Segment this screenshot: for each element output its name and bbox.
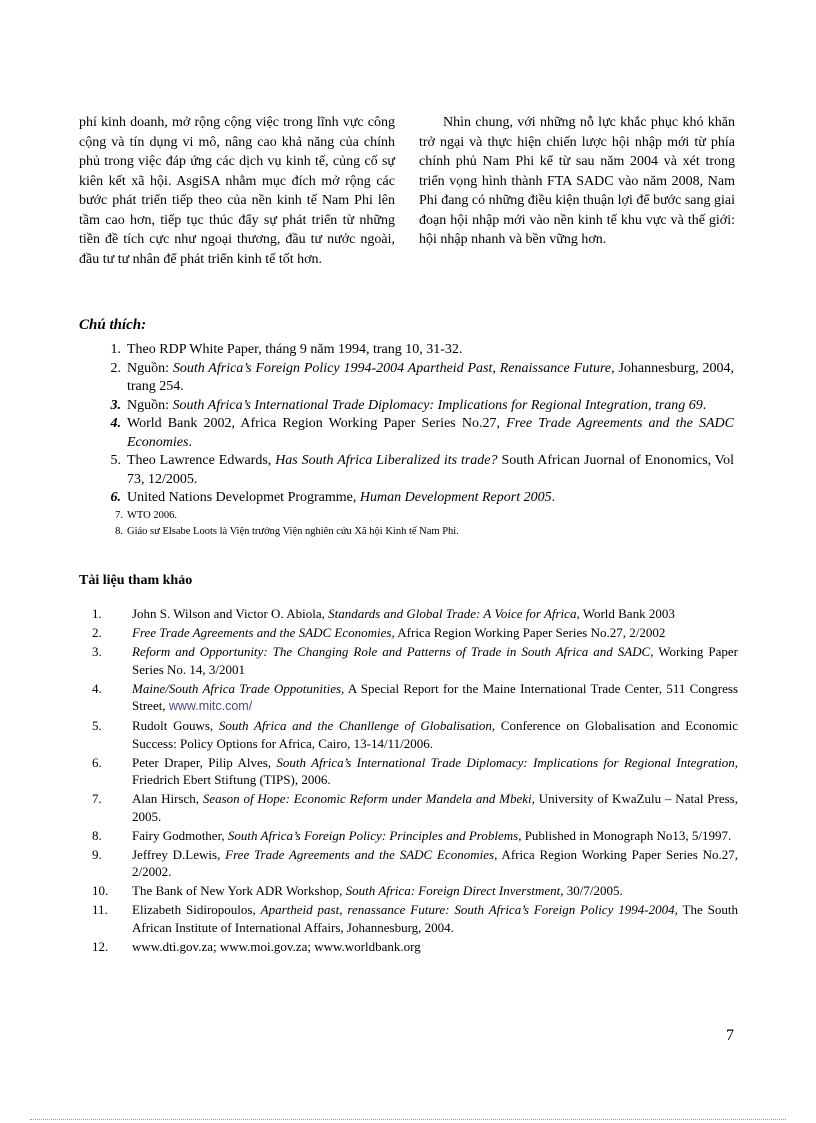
reference-link[interactable]: www.mitc.com/ [168, 699, 253, 713]
reference-text: Africa Region Working Paper Series No.27, 2/2002 [394, 625, 666, 640]
note-text: Nguồn: [127, 397, 173, 413]
note-text: . [551, 490, 556, 505]
reference-italic-title: South Africa and the Chanllenge of Globalisation, [218, 718, 496, 733]
note-italic-title: South Africa’s Foreign Policy 1994-2004 Apartheid Past, Renaissance Future, [172, 360, 615, 376]
reference-text: Published in Monograph No13, 5/1997. [521, 827, 732, 843]
note-italic-title: Free Trade Agreements and the SADC Economies [127, 416, 734, 450]
notes-list [79, 341, 734, 540]
reference-text: Jeffrey D.Lewis, [132, 846, 226, 862]
reference-text: Rudolt Gouws, [132, 718, 219, 733]
reference-text: Working Paper Series No. 14, 3/2001 [132, 644, 738, 677]
reference-number: 4. [92, 680, 102, 696]
reference-text: World Bank 2003 [579, 606, 675, 621]
reference-italic-title: South Africa’s International Trade Diplomacy: Implications for Regional Integration, [276, 754, 738, 770]
reference-item [79, 643, 738, 678]
reference-number: 2. [92, 625, 102, 640]
reference-italic-title: Free Trade Agreements and the SADC Economies, [132, 625, 395, 640]
note-italic-title: Has South Africa Liberalized its trade? [275, 453, 498, 468]
reference-item [79, 827, 738, 845]
note-number: 6. [110, 490, 121, 505]
note-italic-title: Human Development Report 2005 [359, 490, 552, 505]
note-text: World Bank 2002, Africa Region Working Paper Series No.27, [127, 416, 507, 431]
reference-item [79, 624, 738, 642]
note-text: Nguồn: [127, 360, 173, 376]
page-bottom-divider [30, 1119, 786, 1120]
note-text: . [702, 397, 707, 413]
note-text: Theo RDP White Paper, tháng 9 năm 1994, trang 10, 31-32. [127, 342, 463, 357]
reference-item [79, 938, 738, 956]
reference-italic-title: South Africa: Foreign Direct Inverstment, [345, 883, 564, 898]
body-right-column: Nhìn chung, với những nỗ lực khắc phục khó khăn trở ngại và thực hiện chiến lược hội nhập mới từ phía chính phủ Nam Phi kể từ sau năm 2004 và xét trong triển vọng hình thành FTA SADC vào năm 2008, Nam Phi đang có những điều kiện thuận lợi để bước sang giai đoạn hội nhập mới vào nền kinh tế khu vực và thế giới: hội nhập nhanh và bền vững hơn. [419, 115, 735, 247]
note-number: 7. [115, 509, 123, 521]
note-number: 5. [110, 453, 121, 468]
reference-text: 30/7/2005. [563, 883, 623, 898]
reference-text: Africa Region Working Paper Series No.27, 2/2002. [132, 846, 738, 879]
reference-italic-title: Season of Hope: Economic Reform under Mandela and Mbeki, [202, 791, 535, 806]
note-number: 4. [110, 416, 121, 431]
reference-text: A Special Report for the Maine International Trade Center, 511 Congress Street, [132, 680, 738, 713]
reference-number: 9. [92, 846, 102, 862]
note-text: Theo Lawrence Edwards, [127, 453, 276, 468]
note-text: . [188, 434, 192, 450]
reference-item [79, 717, 738, 752]
note-item [79, 360, 734, 397]
note-item [79, 524, 734, 540]
reference-text: Conference on Globalisation and Economic Success: Policy Options for Africa, Cairo, 13-14/11/2006. [132, 718, 738, 751]
reference-italic-title: South Africa’s Foreign Policy: Principles and Problems, [227, 827, 522, 843]
note-italic-title: South Africa’s International Trade Diplomacy: Implications for Regional Integration, trang 69 [172, 397, 703, 413]
reference-text: Alan Hirsch, [132, 791, 203, 806]
note-text: WTO 2006. [127, 509, 177, 521]
references-list [79, 605, 738, 957]
note-item [79, 415, 734, 452]
reference-italic-title: Reform and Opportunity: The Changing Role and Patterns of Trade in South Africa and SADC, [132, 644, 654, 659]
reference-text: Peter Draper, Pilip Alves, [132, 754, 277, 770]
note-number: 3. [110, 397, 121, 413]
reference-number: 7. [92, 791, 102, 806]
reference-number: 5. [92, 718, 102, 733]
reference-text: The Bank of New York ADR Workshop, [132, 883, 346, 898]
reference-text: www.dti.gov.za; www.moi.gov.za; www.worldbank.org [132, 938, 421, 954]
reference-italic-title: Free Trade Agreements and the SADC Economies, [225, 846, 498, 862]
reference-number: 11. [92, 902, 108, 917]
reference-text: Fairy Godmother, [132, 827, 228, 843]
reference-number: 1. [92, 606, 102, 621]
reference-number: 6. [92, 754, 102, 770]
note-item [79, 452, 734, 489]
reference-item [79, 790, 738, 825]
reference-number: 3. [92, 644, 102, 659]
reference-text: The South African Institute of International Affairs, Johannesburg, 2004. [132, 902, 738, 935]
reference-number: 10. [92, 883, 109, 898]
reference-text: University of KwaZulu – Natal Press, 2005. [132, 791, 738, 824]
reference-item [79, 882, 738, 900]
notes-heading: Chú thích: [79, 317, 147, 333]
note-item [79, 508, 734, 524]
note-text: Johannesburg, 2004, trang 254. [127, 360, 735, 394]
reference-text: John S. Wilson and Victor O. Abiola, [132, 606, 329, 621]
note-item [79, 341, 734, 360]
reference-item [79, 846, 738, 881]
reference-item [79, 680, 738, 716]
note-text: United Nations Developmet Programme, [127, 490, 360, 505]
reference-italic-title: Maine/South Africa Trade Oppotunities, [132, 680, 345, 696]
reference-item [79, 901, 738, 936]
reference-text: Elizabeth Sidiropoulos, [132, 902, 261, 917]
reference-text: Friedrich Ebert Stiftung (TIPS), 2006. [132, 772, 331, 787]
references-heading: Tài liệu tham khảo [79, 573, 193, 588]
note-text: South African Juornal of Enonomics, Vol 73, 12/2005. [127, 453, 735, 487]
reference-italic-title: Apartheid past, renassance Future: South Africa’s Foreign Policy 1994-2004, [260, 902, 678, 917]
reference-number: 12. [92, 938, 109, 954]
body-left-column: phí kinh doanh, mở rộng cộng việc trong lĩnh vực công cộng và tín dụng vi mô, nâng cao khả năng của chính phủ trong việc đáp ứng các dịch vụ kinh tế, củng cố sự kiên kết xã hội. AsgiSA nhằm mục đích mở rộng các bước phát triển tiếp theo của nền kinh tế Nam Phi lên tầm cao hơn, tiếp tục thúc đẩy sự phát triển từ những tiền đề tích cực như ngoại thương, đầu tư nước ngoài, đầu tư tư nhân để phát triển kinh tế tốt hơn. [79, 115, 395, 267]
note-number: 2. [110, 360, 121, 376]
reference-number: 8. [92, 827, 102, 843]
reference-italic-title: Standards and Global Trade: A Voice for Africa, [328, 606, 580, 621]
page-number: 7 [726, 1027, 734, 1044]
reference-item [79, 605, 738, 623]
note-text: Giáo sư Elsabe Loots là Viện trưởng Viện nghiên cứu Xã hội Kinh tế Nam Phi. [127, 525, 459, 537]
note-item [79, 397, 734, 416]
note-number: 1. [110, 342, 121, 357]
reference-item [79, 754, 738, 789]
note-item [79, 489, 734, 508]
note-number: 8. [115, 525, 123, 537]
